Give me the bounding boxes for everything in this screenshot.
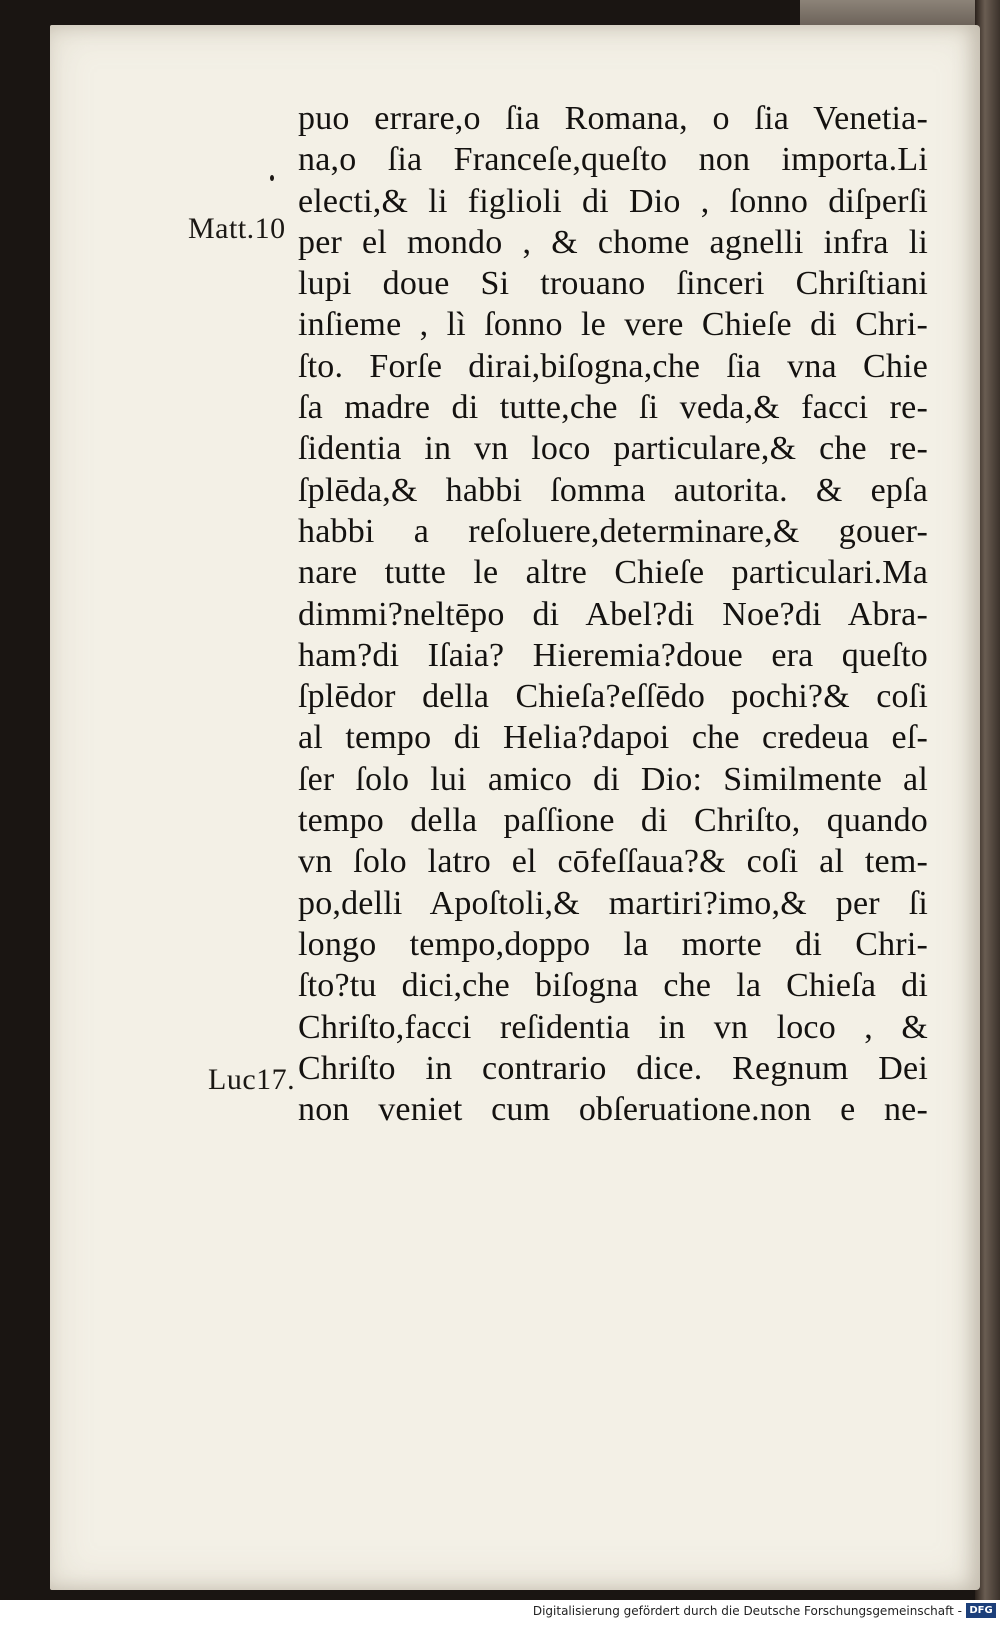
- text-line: lupi doue Si trouano ſinceri Chriſtiani: [298, 265, 928, 303]
- text-line: Chriſto in contrario dice. Regnum Dei: [298, 1049, 928, 1087]
- dfg-logo: DFG: [966, 1603, 996, 1618]
- text-line: puo errare,o ſia Romana, o ſia Venetia-: [298, 100, 928, 137]
- footer-credit: Digitalisierung gefördert durch die Deutsche Forschungsgemeinschaft -: [532, 1604, 962, 1618]
- text-line: per el mondo , & chome agnelli infra li: [298, 223, 928, 261]
- text-line: habbi a reſoluere,determinare,& gouer-: [298, 512, 928, 550]
- marginal-note-matthew: Matt.10: [188, 212, 286, 245]
- text-line: ſidentia in vn loco particulare,& che re-: [298, 430, 928, 468]
- text-line: non veniet cum obſeruatione.non e ne-: [298, 1091, 928, 1129]
- text-line: longo tempo,doppo la morte di Chri-: [298, 925, 928, 963]
- text-line: al tempo di Helia?dapoi che credeua eſ-: [298, 719, 928, 757]
- text-line: electi,& li figlioli di Dio , ſonno diſperſi: [298, 182, 928, 220]
- text-line: tempo della paſſione di Chriſto, quando: [298, 802, 928, 840]
- text-line: ſa madre di tutte,che ſi veda,& facci re-: [298, 389, 928, 427]
- text-line: ſto?tu dici,che biſogna che la Chieſa di: [298, 967, 928, 1005]
- text-line: ſplēdor della Chieſa?eſſēdo pochi?& coſi: [298, 678, 928, 716]
- text-line: nare tutte le altre Chieſe particulari.Ma: [298, 554, 928, 592]
- text-line: dimmi?neltēpo di Abel?di Noe?di Abra-: [298, 595, 928, 633]
- text-line: inſieme , lì ſonno le vere Chieſe di Chri-: [298, 306, 928, 344]
- body-text: [298, 98, 928, 1130]
- text-line: ſto. Forſe dirai,biſogna,che ſia vna Chie: [298, 347, 928, 385]
- text-line: na,o ſia Franceſe,queſto non importa.Li: [298, 141, 928, 179]
- text-line: vn ſolo latro el cōfeſſaua?& coſi al tem-: [298, 843, 928, 881]
- text-line: ham?di Iſaia? Hieremia?doue era queſto: [298, 636, 928, 674]
- ink-mark: [270, 175, 274, 181]
- text-line: Chriſto,facci reſidentia in vn loco , &: [298, 1008, 928, 1046]
- text-line: po,delli Apoſtoli,& martiri?imo,& per ſi: [298, 884, 928, 922]
- text-line: ſer ſolo lui amico di Dio: Similmente al: [298, 760, 928, 798]
- marginal-note-luke: Luc17.: [208, 1063, 296, 1096]
- text-line: ſplēda,& habbi ſomma autorita. & epſa: [298, 471, 928, 509]
